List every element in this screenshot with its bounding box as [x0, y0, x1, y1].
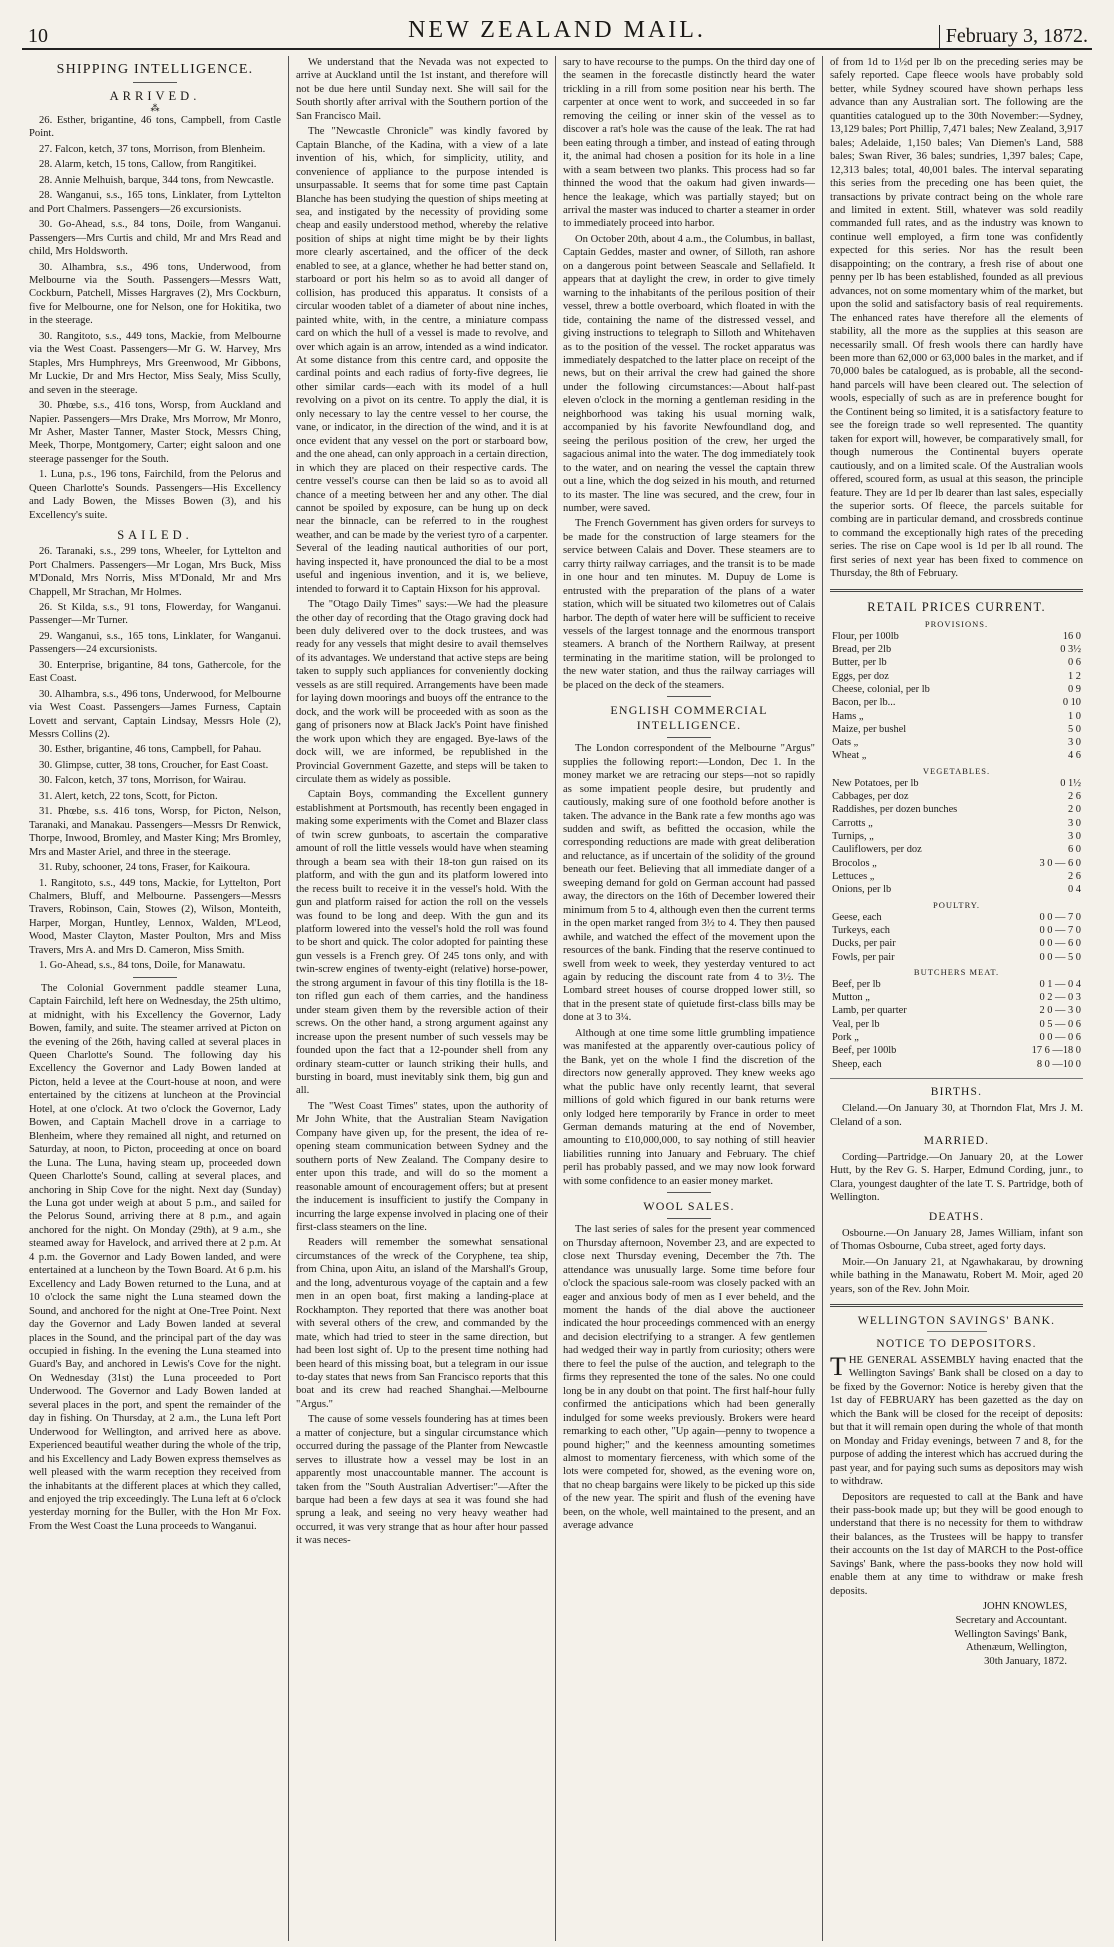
article-paragraph: The Colonial Government paddle steamer Luna, Captain Fairchild, left here on Wednesday, the 25th ultimo, at midnight, with his Excellency the Governor, Lady Bowen, family, and suite. The steamer arrived at Picton on the evening of the 26th, having called at several places in Queen Charlotte's Sound. The following day his Excellency the Governor and Lady Bowen landed at Picton, held a levee at the Court-house at noon, and were entertained by the citizens at luncheon at the Provincial Hotel, at one o'clock. At two o'clock the Governor, Lady Bowen, and Captain Machell drove in a carriage to Blenheim, where they remained all night, and returned on Saturday, at noon, to Picton, proceeding at once on board the Luna. The Luna, having steam up, proceeded down Queen Charlotte's Sound, calling at several places, and anchoring in Ship Cove for the night. Next day (Sunday) the Luna got under weigh at about 5 p.m., and sailed for the Pelorus Sound, arriving there at 8 p.m., and again anchored for the night. On Monday (29th), at 9 a.m., she steamed away for Havelock, and arrived there at 2 p.m. At 4 p.m. the Governor and Lady Bowen landed, and were entertained at a luncheon by the Town Board. At 6 p.m. his Excellency and Lady Bowen returned to the Luna, and at 10 o'clock the same night the Luna steamed down the Sound, and anchored for the night at One-Tree Point. Next day the Governor and Lady Bowen landed at several places in the Sound, and the principal part of the day was occupied in fishing. In the evening the Luna steamed into Guard's Bay, and anchored in Lewis's Cove for the night. On Wednesday (31st) the Luna proceeded to Port Underwood. The Governor and Lady Bowen landed at several places in the port, and spent the remainder of the day in fishing. On Thursday, at 2 a.m., the Luna left Port Underwood for Wellington, and arrived here as above. Experienced beautiful weather during the whole of the trip, and his Excellency and Lady Bowen express themselves as well pleased with the warm reception they received from the inhabitants at the different places at which they called, and enjoyed the trip exceedingly. The Luna left at 6 o'clock yesterday morning for the Buller, with the Hon Mr Fox. From the West Coast the Luna proceeds to Wanganui.: [29, 982, 281, 1532]
shipping-entry: 30. Go-Ahead, s.s., 84 tons, Doile, from Wanganui. Passengers—Mrs Curtis and child, Mr and Mrs Read and child, Mrs Holdsworth.: [29, 219, 281, 258]
price-row: Oats „ 3 0: [832, 737, 1081, 749]
price-row: Cheese, colonial, per lb 0 9: [832, 683, 1081, 695]
shipping-entry: 30. Alhambra, s.s., 496 tons, Underwood, from Melbourne via the South. Passengers—Messrs Watt, Cockburn, Patchell, Misses Hargraves (2), Mrs Cockburn, five for Melbourne, one for Nelson, one for Hokitika, two in the steerage.: [29, 261, 281, 327]
signatory-name: JOHN KNOWLES,: [982, 1601, 1067, 1613]
shipping-entry: 30. Falcon, ketch, 37 tons, Morrison, for Wairau.: [39, 775, 246, 787]
price-row: Wheat „ 4 6: [832, 750, 1081, 762]
shipping-entry: 30. Rangitoto, s.s., 449 tons, Mackie, from Melbourne via the West Coast. Passengers—Mr G. W. Harvey, Mrs Staples, Mrs Humphreys, Mrs Greenwood, Mr Gibbons, Mr Luckie, Dr and Mrs Hector, Miss Sealy, Miss Scully, and seven in the steerage.: [29, 330, 281, 396]
retail-prices-heading: RETAIL PRICES CURRENT.: [867, 599, 1046, 614]
column-1: [22, 56, 289, 1941]
price-row: Sheep, each 8 0 —10 0: [832, 1058, 1081, 1070]
shipping-entry: 30. Glimpse, cutter, 38 tons, Croucher, for East Coast.: [39, 759, 269, 771]
price-row: Bread, per 2lb 0 3½: [832, 643, 1081, 655]
article-paragraph: Captain Boys, commanding the Excellent gunnery establishment at Portsmouth, has recently been engaged in making some experiments with the Comet and Blazer class of twin screw gunboats, to ascertain the comparative amount of roll the little vessels would have when steaming through a beam sea with their 18-ton gun raised on its platform, and with the gun and its platform lowered into the recess built to receive it in the vessel's hold. With the gun and platform raised for action the roll on the vessels was found to be long and deep. With the gun and its platform lowered into the vessel's hold the roll was found to be short and quick. The color adopted for painting these gun vessels is a French grey. Of 245 tons only, and with twin-screw engines of twenty-eight (relative) horse-power, the strong argument in favour of this tiny flotilla is the 18-ton rifled gun each of them carries, and the handiness under steam given them by the reversible action of their screws. On the other hand, a strong argument against any increase upon the present number of such vessels may be founded upon the fact that a 12-pounder shell from any ordinary steam-cutter or launch striking their hulls, and bursting in board, must inevitably sink them, big gun and all.: [296, 789, 548, 1097]
signatory-building: Athenæum, Wellington,: [965, 1642, 1067, 1654]
price-row: Butter, per lb 0 6: [832, 657, 1081, 669]
divider: [133, 82, 177, 83]
vegetables-table: [830, 777, 1083, 897]
price-row: Turnips, „ 3 0: [832, 831, 1081, 843]
butchers-meat-heading: BUTCHERS MEAT.: [913, 966, 1000, 977]
price-row: Onions, per lb 0 4: [832, 884, 1081, 896]
price-row: Geese, each 0 0 — 7 0: [832, 911, 1081, 923]
sailed-list: [29, 545, 281, 973]
divider: [830, 589, 1083, 592]
column-2: [289, 56, 556, 1941]
price-row: Maize, per bushel 5 0: [832, 723, 1081, 735]
divider: [667, 696, 711, 697]
price-row: Fowls, per pair 0 0 — 5 0: [832, 951, 1081, 963]
savings-bank-heading: WELLINGTON SAVINGS' BANK.: [857, 1315, 1056, 1328]
meat-table: [830, 978, 1083, 1071]
notice-paragraph: THE GENERAL ASSEMBLY having enacted that the Wellington Savings' Bank shall be closed on a day to be fixed by the Governor: Notice is hereby given that the 1st day of FEBRUARY has been gazetted as the day on which the Bank will be closed for the receipt of deposits: but that it will remain open during the whole of that month on Monday and Friday evenings, between 7 and 8, for the purpose of adding the interest which has accrued during the past year, and for paying such sums as depositors may wish to withdraw.: [830, 1352, 1083, 1488]
article-paragraph: of from 1d to 1½d per lb on the preceding series may be safely reported. Cape fleece wools have probably sold better, while Sydney scoured have shown perhaps less advance than any Australian sort. The following are the quantities catalogued up to the 30th November:—Sydney, 13,129 bales; Port Phillip, 7,471 bales; New Zealand, 3,917 bales; Adelaide, 1,150 bales; Van Diemen's Land, 588 bales; Swan River, 36 bales; sundries, 1,397 bales; Cape, 12,313 bales; total, 40,001 bales. The interval separating this series from the preceding one has been quiet, the transactions by private contract being on the whole rare and limited in extent. Still, whatever was sold readily commanded full rates, and as the industry was known to continue well employed, a firm tone was confidently expected for this series. Nor has the result been disappointing; on the contrary, a fresh rise of about one penny per lb has been established, founded as all previous advances, not on some momentary whim of the market, but upon the solid and satisfactory basis of real requirements. The enhanced rates have therefore all the elements of stability, all the more as the supplies at this season are necessarily small. Of fresh wools there can hardly have been more than 62,000 or 63,000 bales in the market, and if 70,000 bales be catalogued, as is probable, all the second-hand parcels will have been cleared out. The selection of wools, especially of such as are in preference bought for the Continent being so limited, it is a satisfactory feature to see the foreign trade so well represented. The quantity taken for export will, however, be comparatively small, for though numerous the Continental buyers operate cautiously, and on a limited scale. Of the Australian wools offered, scoured form, as usual at this season, the principle feature. They are 1d per lb dearer than last sales, especially the superior sorts. Of fleece, the parcels suitable for combing are in particular demand, and crossbreds continue to command the exceptionally high rates of the preceding series. The rise on Cape wool is 1d per lb all round. The first series of next year has been fixed to commence on Thursday, the 8th of February.: [830, 57, 1084, 580]
provisions-table: [830, 630, 1083, 763]
shipping-entry: 31. Alert, ketch, 22 tons, Scott, for Picton.: [39, 790, 218, 802]
article-paragraph: Although at one time some little grumbling impatience was manifested at the apparently over-cautious policy of the Bank, yet on the whole I find the discretion of the directors now generally approved. They knew weeks ago what the public have only recently learnt, that several millions of gold which figured in our bank returns were only lodged here temporarily by France in order to meet German demands maturing at the end of November, amounting to £10,000,000, to say nothing of still heavier liabilities running into January and February. The chief peril has probably passed, and we may now look forward with some confidence to an easier money market.: [563, 1027, 815, 1187]
price-row: Beef, per 100lb 17 6 —18 0: [832, 1045, 1081, 1057]
article-paragraph: Readers will remember the somewhat sensational circumstances of the wreck of the Coryphene, tea ship, from China, upon Aitu, an island of the Marshall's Group, and the long, adventurous voyage of the captain and a few men in an open boat, first making a landing-place at Rockhampton. They reported that there was another boat with several others of the crew, and commanded by the mate, which had tried to steer in the same direction, but had been lost sight of. Up to the present time nothing had been heard of this missing boat, but a telegram in our issue to-day states that news from San Francisco reports that this boat and its crew had reached Shanghai.—Melbourne "Argus.": [296, 1237, 548, 1410]
shipping-entry: 30. Enterprise, brigantine, 84 tons, Gathercole, for the East Coast.: [29, 659, 281, 685]
article-paragraph: On October 20th, about 4 a.m., the Columbus, in ballast, Captain Geddes, master and owner, of Silloth, ran ashore on a dangerous point between Seascale and Sellafield. It appears that at daylight the crew, in order to give timely warning to the inhabitants of the perilous position of their vessel, threw a bottle overboard, which floated in with the tide, containing the name of the distressed vessel, and giving instructions to telegraph to Silloth and Whitehaven as to the position of the vessel. The rocket apparatus was immediately despatched to the latter place on receipt of the news, but on their arrival the crew had gained the shore under the following circumstances:—About half-past eleven o'clock in the morning a gentleman residing in the neighborhood was taking his usual morning walk, accompanied by his favorite Newfoundland dog, and seeing the perilous position of the crew, her urged the sagacious animal into the water. The dog immediately took to the water, and on nearing the vessel the captain threw out a line, which the dog seized in his mouth, and returned to its master. The line was secured, and the crew, four in number, were saved.: [563, 233, 815, 514]
commercial-heading: ENGLISH COMMERCIAL INTELLIGENCE.: [610, 703, 768, 733]
shipping-entry: 31. Phœbe, s.s. 416 tons, Worsp, for Picton, Nelson, Taranaki, and Manakau. Passengers—Messrs Dr Renwick, Thorpe, Inwood, Bromley, and Master King; Mrs Bromley, Mrs and Master Ariel, and three in the steerage.: [29, 806, 281, 858]
arrived-list: [29, 114, 281, 522]
divider: [667, 1192, 711, 1193]
newspaper-title: NEW ZEALAND MAIL.: [408, 17, 706, 43]
price-row: Raddishes, per dozen bunches 2 0: [832, 804, 1081, 816]
price-row: Carrotts „ 3 0: [832, 817, 1081, 829]
price-row: Eggs, per doz 1 2: [832, 670, 1081, 682]
notice-paragraph: Depositors are requested to call at the Bank and have their pass-book made up; but they will be good enough to understand that there is no necessity for them to withdraw their balances, as the Trustees will be happy to transfer their accounts on the 1st day of MARCH to the Post-office Savings' Bank, where the pass-books they now hold will enable them at any time to withdraw or make fresh deposits.: [830, 1491, 1083, 1597]
article-paragraph: The French Government has given orders for surveys to be made for the construction of large steamers for the service between Calais and Dover. These steamers are to carry thirty railway carriages, and the transit is to be made in one hour and ten minutes. M. Dupuy de Lome is entrusted with the preparation of the plans of a water station, which will be situated two kilometres out of Calais harbor. The depth of water here will be sufficient to receive vessels of the largest tonnage and the enormous transport steamers. A branch of the Northern Railway, at present terminating in the maritime station, will be prolonged to the new water station, and thus the railway carriages will be placed on the deck of the steamers.: [563, 518, 815, 691]
price-row: Veal, per lb 0 5 — 0 6: [832, 1018, 1081, 1030]
provisions-heading: PROVISIONS.: [924, 618, 989, 629]
issue-date: February 3, 1872.: [939, 25, 1088, 48]
divider: [927, 1331, 987, 1332]
price-row: Hams „ 1 0: [832, 710, 1081, 722]
notice-entry: Cording—Partridge.—On January 20, at the Lower Hutt, by the Rev G. S. Harper, Edmund Cording, junr., to Clara, youngest daughter of the late T. S. Partridge, both of Wellington.: [830, 1151, 1083, 1204]
notice-heading: NOTICE TO DEPOSITORS.: [876, 1338, 1037, 1351]
shipping-entry: 30. Alhambra, s.s., 496 tons, Underwood, for Melbourne via West Coast. Passengers—James Furness, Captain Lovett and servant, Captain Lindsay, Messrs Hole (2), Messrs Collins (2).: [29, 688, 281, 741]
price-row: Beef, per lb 0 1 — 0 4: [832, 978, 1081, 990]
divider: [133, 977, 177, 978]
signatory-date: 30th January, 1872.: [984, 1656, 1067, 1668]
price-row: Pork „ 0 0 — 0 6: [832, 1032, 1081, 1044]
notice-signature: [830, 1600, 1067, 1669]
divider: [667, 737, 711, 738]
shipping-entry: 26. St Kilda, s.s., 91 tons, Flowerday, for Wanganui. Passenger—Mr Turner.: [29, 601, 281, 627]
price-row: Mutton „ 0 2 — 0 3: [832, 992, 1081, 1004]
wool-sales-heading: WOOL SALES.: [643, 1199, 735, 1214]
shipping-entry: 30. Phœbe, s.s., 416 tons, Worsp, from Auckland and Napier. Passengers—Mrs Drake, Mrs Morrow, Mr Monro, Mr Asher, Master Tanner, Master Stock, Messrs Ching, Meek, Thorpe, Montgomery, Carter; eight saloon and one steerage passenger for the South.: [29, 400, 281, 465]
signatory-title: Secretary and Accountant.: [955, 1614, 1067, 1626]
price-row: Lettuces „ 2 6: [832, 870, 1081, 882]
article-paragraph: The London correspondent of the Melbourne "Argus" supplies the following report:—London, Dec 1. In the money market we are retracing our steps—not so rapidly as some impatient people desire, but prudently and cautiously, making sure of one foothold before another is taken. The advance in the Bank rate a few months ago was sudden and swift, as befitted the occasion, while the corresponding reductions are made with great deliberation and reluctance, as if uncertain of the solidity of the ground beneath our feet. Believing that all immediate danger of a sweeping demand for gold on German account had passed away, the directors on the 16th of December lowered their minimum from 5 to 4, although even then the current terms in the open market ranged from 3½ to 4. They then paused awhile, and watched the effect of the movement upon the resources of the bank. Finding that the reserve continued to swell from week to week, they yesterday ventured to act again by reducing the discount rate from 4 to 3½. The Lombard street houses of course dropped lower still, so that in the present state of quietude first-class bills may be done at 3 to 3¼.: [563, 743, 815, 1024]
notice-entry: Cleland.—On January 30, at Thorndon Flat, Mrs J. M. Cleland of a son.: [830, 1103, 1083, 1128]
price-row: Flour, per 100lb 16 0: [832, 630, 1081, 642]
married-heading: MARRIED.: [923, 1134, 990, 1147]
masthead: [22, 14, 1092, 50]
divider: [667, 1218, 711, 1219]
page-number: 10: [28, 25, 48, 47]
divider: [830, 1078, 1083, 1079]
shipping-entry: 27. Falcon, ketch, 37 tons, Morrison, from Blenheim.: [39, 143, 266, 155]
price-row: Turkeys, each 0 0 — 7 0: [832, 924, 1081, 936]
price-row: Lamb, per quarter 2 0 — 3 0: [832, 1005, 1081, 1017]
poultry-heading: POULTRY.: [933, 899, 980, 910]
shipping-entry: 28. Wanganui, s.s., 165 tons, Linklater, from Lyttelton and Port Chalmers. Passengers—26 excursionists.: [29, 190, 281, 215]
price-row: Brocolos „ 3 0 — 6 0: [832, 857, 1081, 869]
signatory-place: Wellington Savings' Bank,: [954, 1628, 1067, 1640]
shipping-entry: 28. Annie Melhuish, barque, 344 tons, from Newcastle.: [39, 174, 274, 186]
sailed-heading: SAILED.: [117, 528, 193, 543]
shipping-entry: 26. Taranaki, s.s., 299 tons, Wheeler, for Lyttelton and Port Chalmers. Passengers—Mr Logan, Mrs Buck, Miss M'Donald, Mrs Norris, Miss M'Donald, Mr and Mrs Chappell, Mr Strachan, Mr Holmes.: [29, 546, 281, 598]
price-row: New Potatoes, per lb 0 1½: [832, 777, 1081, 789]
price-row: Cabbages, per doz 2 6: [832, 791, 1081, 803]
poultry-table: [830, 911, 1083, 964]
column-3: [556, 56, 823, 1941]
article-paragraph: The last series of sales for the present year commenced on Thursday afternoon, November 23, and are expected to close next Thursday evening, December the 7th. The attendance was unusually large. Some time before four o'clock the spacious sale-room was closely packed with an eager and anxious body of men as I ever beheld, and the moment the hands of the dial above the auctioneer indicated the hour proceedings commenced with an energy and decision electrifying to a stranger. A few gentlemen had wedged their way in partly from curiosity; others were there to feel the pulse of the auction, and telegraph to the firms they represented the tone of the sales. No one could long be in any doubt on that point. The first half-hour fully confirmed the anticipations which had been generally indulged for some weeks previously. Brokers were heard remarking to each other, "Up again—penny to twopence a pound higher;" and the keenness amounting sometimes almost to momentary fierceness, with which some of the lots were competed for, showed, as the evening wore on, that no cheap bargains were likely to be picked up this side of the new year. The spirit and flush of the evening have been, on the whole, well maintained to the present, and an average advance: [563, 1224, 815, 1532]
births-heading: BIRTHS.: [930, 1086, 983, 1099]
shipping-entry: 30. Esther, brigantine, 46 tons, Campbell, for Pahau.: [39, 744, 262, 756]
notice-entry: Moir.—On January 21, at Ngawhakarau, by drowning while bathing in the Manawatu, Robert M. Moir, aged 20 years, son of the Rev. John Moir.: [830, 1256, 1083, 1295]
shipping-entry: 31. Ruby, schooner, 24 tons, Fraser, for Kaikoura.: [39, 862, 251, 874]
article-paragraph: The "Newcastle Chronicle" was kindly favored by Captain Blanche, of the Kadina, with a view of a late invention of his, which, for simplicity, utility, and convenience of appliance to the purpose intended is unsurpassable. It seems that for some time past Captain Blanche has been studying the question of ships meeting at sea, and instigated by the necessity of providing some cheap and easily understood method, whereby the relative position of ships at night time might be by their lights more clearly ascertained, and the officer of the deck enabled to see, at a glance, whether he had better stand on, starboard or port his helm so as to avoid all danger of collision, has produced this apparatus. It consists of a circular wooden tablet of a diameter of about nine inches, painted white, with, in the centre, a miniature compass card on which the hull of a vessel is made to revolve, and over which again is an arrow, intended as a wind indicator. At some distance from this centre card, and opposite the cardinal points and each radius of forty-five degrees, lie other similar cards—each with its model of a hull revolving on a pivot on its centre. To apply the dial, it is only necessary to lay the centre vessel to her course, the vane, or indicator, in the direction of the wind, and it is at once evident that any vessel on the port or starboard bow, and the one ahead, can only approach in a certain direction, in which they are placed on their respective cards. The centre vessel's course can then be laid so as to avoid all chance of a meeting between her and any other. The dial cannot be spoiled by exposure, can be hung up on deck near the binnacle, can be referred to in the roughest weather, and can be made by the veriest tyro of a carpenter. Several of the leading nautical authorities of our port, having inspected it, have pronounced the dial to be a most useful and ingenious invention, and it is, we believe, intended to forward it to Captain Hixson for his approval.: [296, 126, 548, 595]
deaths-heading: DEATHS.: [928, 1210, 985, 1223]
price-row: Ducks, per pair 0 0 — 6 0: [832, 938, 1081, 950]
article-paragraph: The cause of some vessels foundering has at times been a matter of conjecture, but a singular circumstance which occurred during the passage of the Planter from Newcastle serves to illustrate how a vessel may be lost in an apparently most unaccountable manner. The account is taken from the "South Australian Advertiser:"—After the barque had been a few days at sea it was found she had sprung a leak, and seeing no very heavy weather had occurred, it was very strange that as hour after hour passed it was neces-: [296, 1414, 548, 1547]
column-4: [823, 56, 1090, 1941]
drop-cap: T: [830, 1352, 846, 1382]
vegetables-heading: VEGETABLES.: [922, 765, 991, 776]
shipping-entry: 28. Alarm, ketch, 15 tons, Callow, from Rangitikei.: [39, 159, 257, 171]
shipping-entry: 29. Wanganui, s.s., 165 tons, Linklater, for Wanganui. Passengers—24 excursionists.: [29, 630, 281, 656]
shipping-heading: SHIPPING INTELLIGENCE.: [56, 62, 254, 77]
article-paragraph: The "Otago Daily Times" says:—We had the pleasure the other day of recording that the Otago graving dock had been duly delivered over to the dock trustees, and was ready for any vessels that might desire to avail themselves of its advantages. We understand that active steps are being taken to supply such appliances for conveniently docking vessels as are still required. Arrangements have been made for laying down moorings and buoys off the entrance to the dock, and the work will be proceeded with as soon as the gang of prisoners now at Black Jack's Point have finished the work upon which they are engaged. Bye-laws of the dock will, we are informed, be republished in the Provincial Government Gazette, and steps will be taken to circulate them as widely as possible.: [296, 599, 548, 786]
price-row: Bacon, per lb... 0 10: [832, 697, 1081, 709]
price-row: Cauliflowers, per doz 6 0: [832, 844, 1081, 856]
arrived-heading: ARRIVED.: [109, 89, 201, 103]
ornament: ⁂: [150, 103, 160, 113]
shipping-entry: 1. Luna, p.s., 196 tons, Fairchild, from the Pelorus and Queen Charlotte's Sounds. Passengers—His Excellency and Lady Bowen, the Misses Bowen (3), and his Excellency's suite.: [29, 469, 281, 521]
article-paragraph: The "West Coast Times" states, upon the authority of Mr John White, that the Australian Steam Navigation Company have given up, for the present, the idea of re-opening steam communication between Sydney and the southern ports of New Zealand. The Company desire to enter upon this trade, and will do so the moment a reasonable amount of encouragement offers; but at present the inducement is insufficient to justify the Company in incurring the large expense involved in placing one of their first-class steamers on the line.: [296, 1100, 548, 1233]
shipping-entry: 1. Go-Ahead, s.s., 84 tons, Doile, for Manawatu.: [39, 960, 246, 972]
article-paragraph: We understand that the Nevada was not expected to arrive at Auckland until the 1st instant, and therefore will not be due here until Sunday next. She will sail for the South shortly after arrival with the Southern portion of the San Francisco Mail.: [296, 57, 548, 122]
divider: [830, 1304, 1083, 1307]
shipping-entry: 26. Esther, brigantine, 46 tons, Campbell, from Castle Point.: [29, 115, 281, 140]
article-paragraph: sary to have recourse to the pumps. On the third day one of the seamen in the forecastle distinctly heard the water trickling in a rill from some position near his berth. The carpenter at once went to work, and succeeded in so far removing the ceiling or inner skin of the vessel as to discover a rat's hole was the cause of the leak. The rat had been eating through a timber, and instead of eating through it, the animal had chosen a position for its hole in a line with a seam between two planks. This process had so far thinned the wood that the oakum had given inwards—hence the leakage, which was partially stayed; but on arrival the master was induced to charter a steamer in order to immediately proceed into harbor.: [563, 57, 815, 230]
shipping-entry: 1. Rangitoto, s.s., 449 tons, Mackie, for Lyttelton, Port Chalmers, Bluff, and Melbourne. Passengers—Messrs Travers, Robinson, Cain, Stowes (2), Wilson, Monteith, Harper, Morgan, Huntley, Lennox, Walden, M'Leod, Wood, Master Clayton, Master Poulton, Mrs and Miss Travers, Mrs A. and Mrs D. Cameron, Miss Smith.: [29, 877, 281, 956]
notice-entry: Osbourne.—On January 28, James William, infant son of Thomas Osbourne, Cuba street, aged forty days.: [830, 1227, 1083, 1253]
